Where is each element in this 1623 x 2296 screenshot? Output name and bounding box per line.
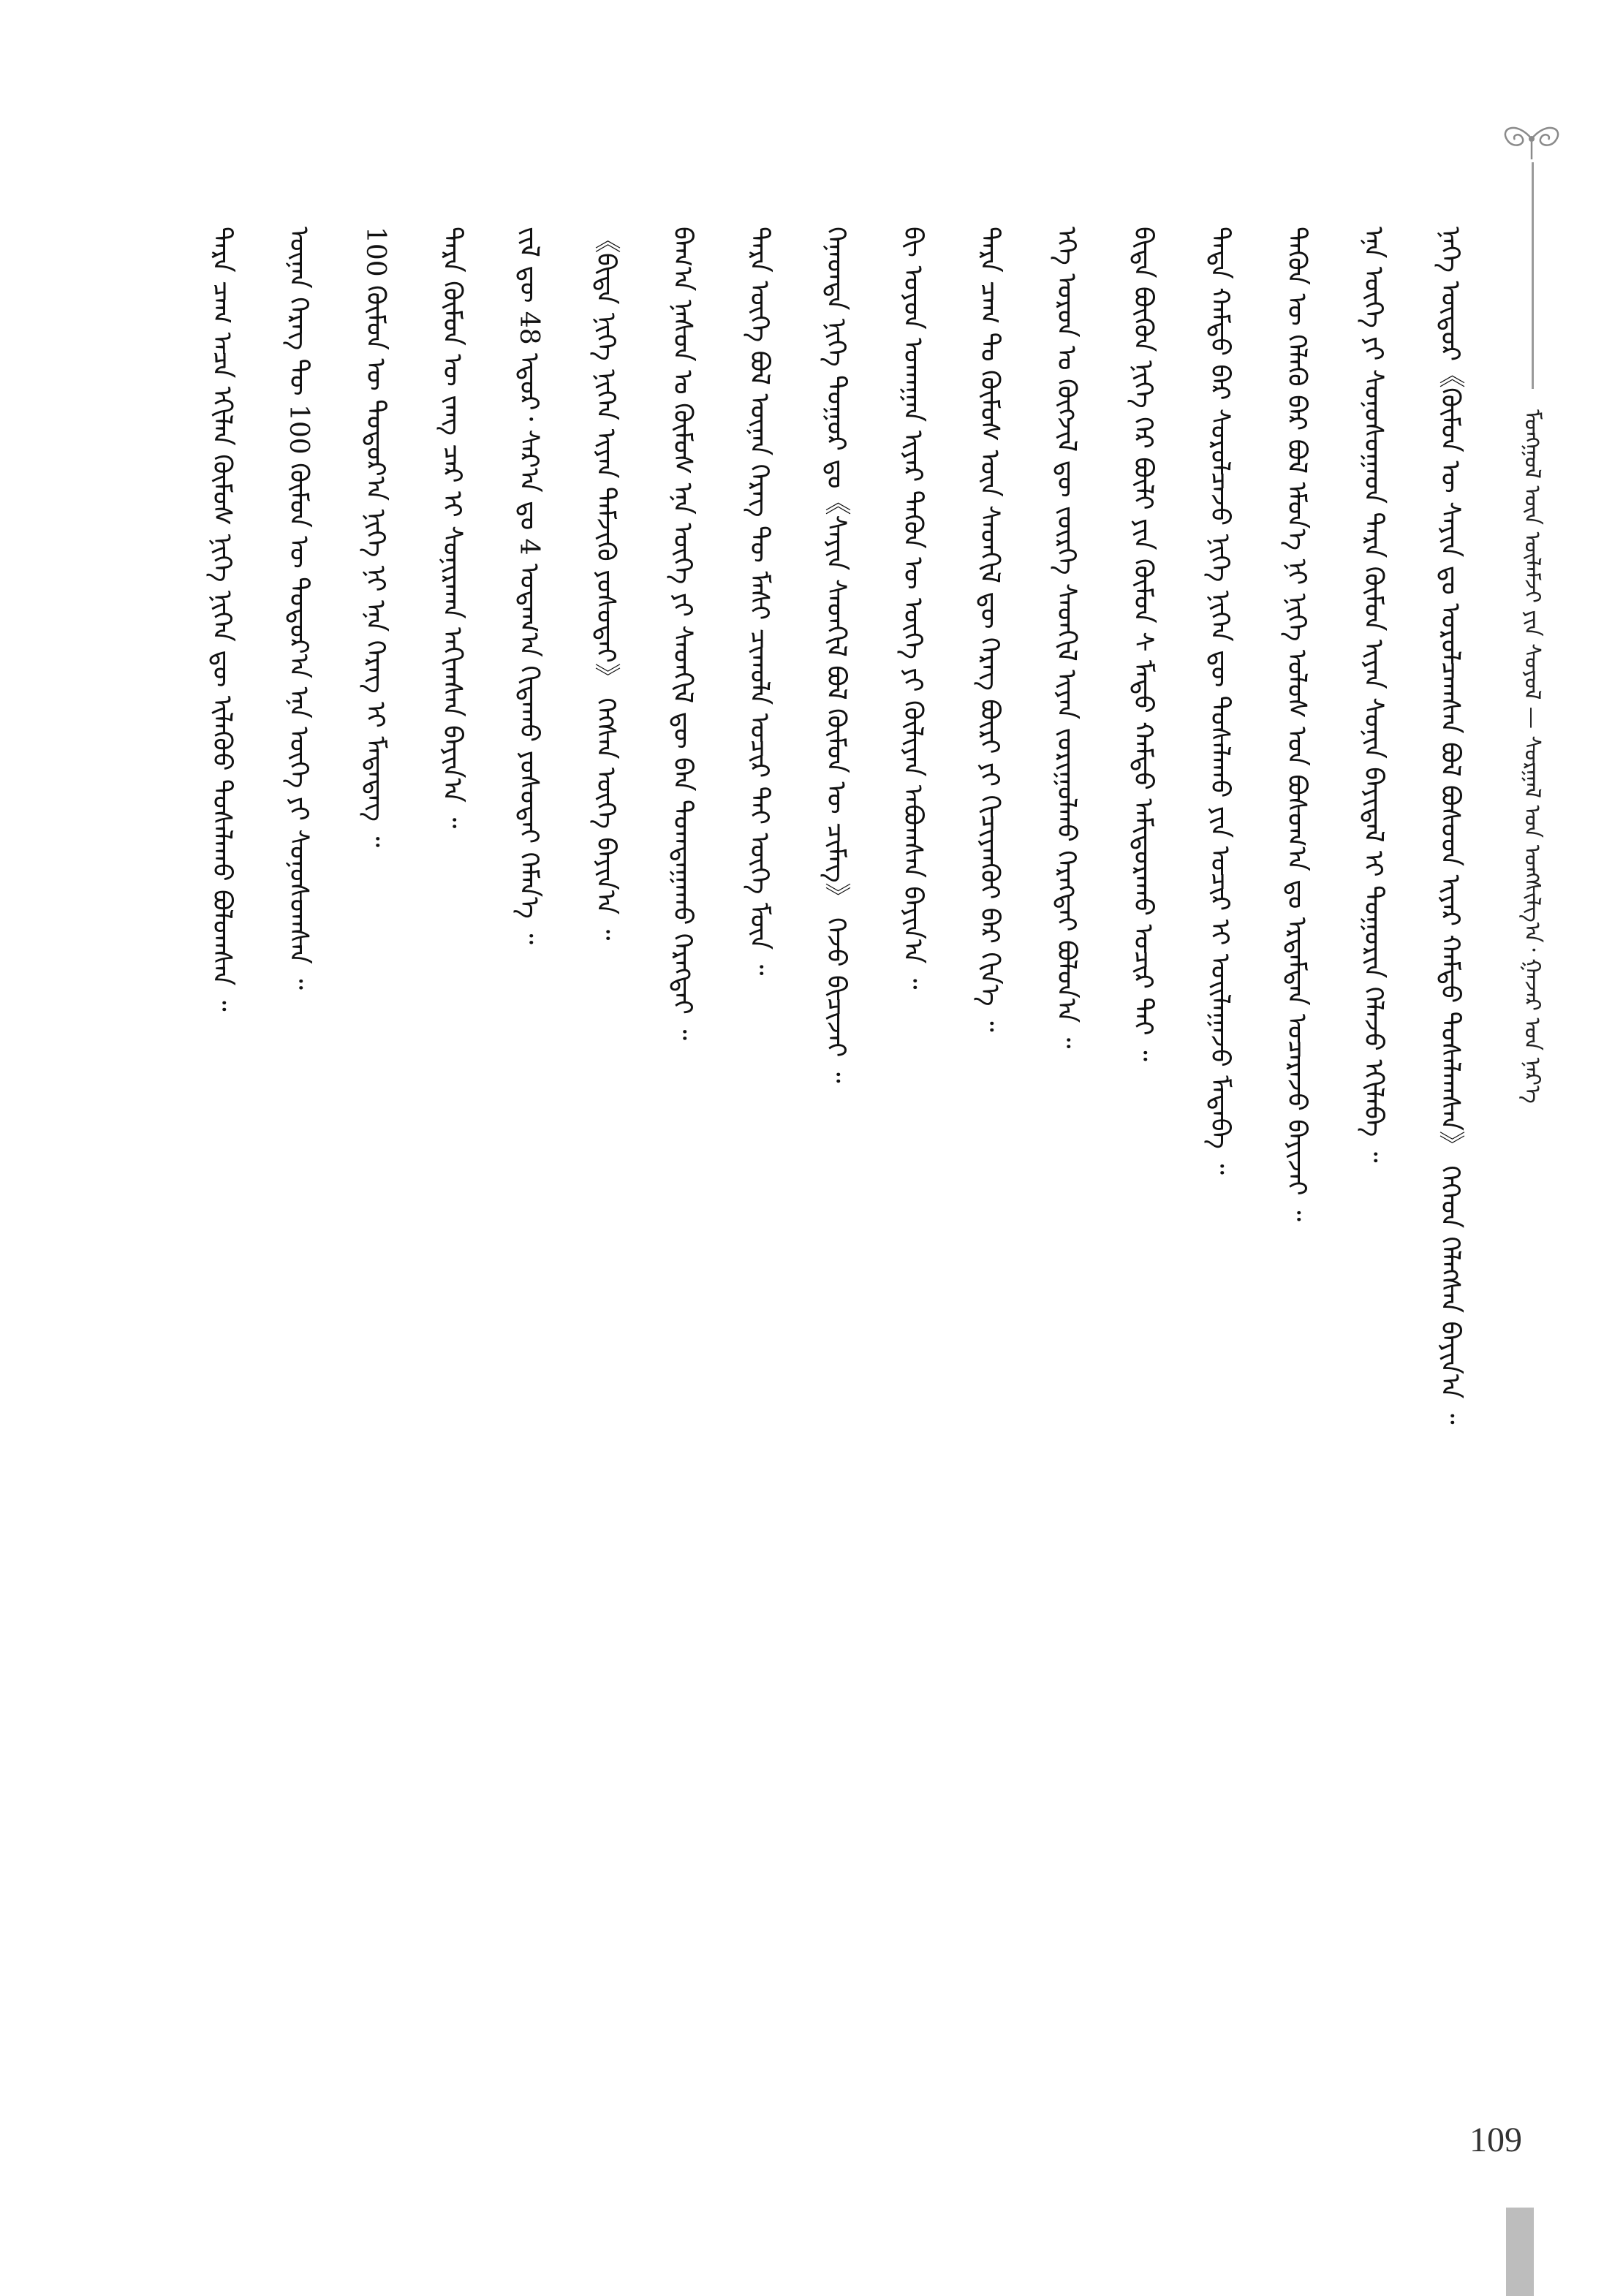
page-number: 109	[1469, 2121, 1522, 2159]
header-rule	[1532, 162, 1534, 389]
text-column: ᠵᠢᠯ ᠳᠦ 48 ᠡᠳᠦᠷ᠂ ᠰᠠᠷ᠎ᠠ ᠳᠤ 4 ᠤᠳᠠᠭ᠎ᠠ ᠬᠢᠳᠠᠬᠤ ᠶᠣᠰᠣᠲᠠᠢ ᠬᠡᠮᠡᠨ᠎ᠡ ᠃	[514, 227, 544, 944]
floral-ornament-icon	[1491, 117, 1572, 161]
text-column: 100 ᠬᠦᠮᠦᠨ ᠦ ᠳᠤᠳᠤᠷ᠎ᠠ ᠨᠢᠭᠡ ᠨᠢ ᠡᠨᠡ ᠬᠡᠷᠡᠭ ᠢ ᠮᠡᠳᠡᠳᠡᠭ ᠃	[360, 227, 390, 848]
main-text-block	[207, 227, 1477, 2010]
running-header: ᠮᠣᠩᠭᠣᠯ ᠦᠨ ᠦᠯᠡᠮᠵᠢ ᠶᠢᠨ ᠰᠣᠶᠣᠯ — ᠰᠤᠷᠭᠠᠯ ᠤᠨ ᠤᠩᠰᠢᠯᠭ᠎ᠠ᠂ ᠭᠠᠵᠠᠷ ᠤᠨ ᠨᠡᠷ᠎ᠡ	[1519, 409, 1545, 1104]
text-column: ᠲᠡᠷᠡ ᠦᠭᠡ ᠪᠣᠯ ᠦᠨᠡᠨ ᠬᠡᠷᠡᠭ ᠲᠦ ᠮᠠᠰᠢ ᠴᠢᠬᠤᠯᠠ ᠤᠴᠢᠷ ᠲᠠᠢ ᠦᠭᠡ ᠮᠥᠨ ᠃	[744, 227, 774, 976]
text-column: ᠲᠡᠭᠦᠨ ᠦ ᠬᠡᠯᠡᠬᠦ ᠪᠡᠷ ᠪᠣᠯ ᠡᠮᠦᠨ᠎ᠡ ᠨᠢ ᠨᠢᠭᠡ ᠤᠯᠤᠰ ᠤᠨ ᠪᠣᠰᠣᠭ᠎ᠠ ᠳᠤ ᠡᠷᠳᠡᠮᠳᠡᠨ ᠤᠴᠠᠷᠠᠵᠤ ᠪᠠᠶᠢᠵᠠᠢ ᠃	[1282, 227, 1312, 1221]
text-column: 《ᠪᠢᠳᠡ ᠨᠢᠭᠡ ᠨᠢᠭᠡᠨ ᠢᠶᠡᠨ ᠳᠡᠮᠵᠢᠬᠦ ᠶᠣᠰᠣᠲᠠᠢ》 ᠭᠡᠭᠰᠡᠨ ᠦᠭᠡ ᠪᠠᠶᠢᠨ᠎ᠠ ᠃	[591, 227, 621, 941]
text-column: ᠪᠢᠳᠡ ᠪᠦᠬᠦᠨ ᠨᠢᠭᠡ ᠭᠡᠷ ᠪᠦᠯᠢ ᠶᠢᠨ ᠬᠦᠮᠦᠨ ᠰ ᠮᠡᠲᠦ ᠬᠠᠮᠲᠤ ᠠᠮᠢᠳᠤᠷᠠᠬᠤ ᠤᠴᠢᠷ ᠲᠠᠢ ᠃	[1128, 227, 1158, 1061]
text-column: ᠡᠬᠡ ᠣᠷᠣᠨ ᠤ ᠬᠥᠭᠵᠢᠯ ᠳᠦ ᠵᠦᠷᠬᠡ ᠰᠡᠳᠬᠢᠯ ᠢᠶᠡᠨ ᠵᠣᠷᠢᠭᠤᠯᠬᠤ ᠬᠡᠷᠡᠭᠲᠡᠶ ᠪᠣᠯᠤᠨ᠎ᠠ ᠃	[1051, 227, 1081, 1049]
text-column: ᠲᠡᠷᠡ ᠬᠦᠮᠦᠨ ᠦ ᠵᠠᠩ ᠴᠠᠷ ᠢ ᠰᠣᠨᠢᠷᠬᠠᠨ ᠠᠬᠢᠭᠰᠠᠨ ᠪᠠᠶᠢᠨ᠎ᠠ ᠃	[437, 227, 467, 829]
text-column: ᠲᠡᠷᠡ ᠴᠠᠭ ᠠᠴᠠ ᠡᠬᠢᠯᠡᠨ ᠬᠦᠮᠦᠰ ᠨᠢᠭᠡ ᠨᠢᠭᠡᠨ ᠳᠦ ᠢᠯᠡᠭᠦᠦ ᠲᠤᠰᠠᠯᠠᠬᠤ ᠪᠣᠯᠤᠭᠰᠠᠨ ᠃	[207, 227, 237, 1012]
text-column: ᠦᠨᠡᠨ ᠬᠡᠷᠡᠭ ᠲᠦ 100 ᠬᠦᠮᠦᠨ ᠦ ᠳᠣᠲᠣᠷ᠎ᠠ ᠡᠨᠡ ᠦᠭᠡ ᠶᠢ ᠰᠣᠨᠣᠰᠤᠭᠰᠠᠨ ᠃	[284, 227, 314, 990]
text-column: ᠪᠠᠭ᠎ᠠ ᠨᠠᠰᠤᠨ ᠤ ᠬᠦᠮᠦᠰ ᠡᠨᠡ ᠦᠭᠡ ᠶᠢ ᠰᠡᠳᠬᠢᠯ ᠳᠦ ᠪᠠᠨ ᠲᠣᠭᠲᠠᠭᠠᠬᠤ ᠬᠡᠷᠡᠭᠲᠡᠢ ᠃	[667, 227, 697, 1041]
text-column: ᠨᠡᠭᠡ ᠦᠳᠦᠷ《ᠬᠦᠮᠦᠨ ᠦ ᠰᠠᠶᠢᠨ ᠳᠤ ᠤᠷᠤᠯᠴᠠᠭᠰᠠᠨ ᠪᠣᠯ ᠪᠤᠰᠤᠳ ᠢᠶᠠᠷ ᠬᠠᠮᠳᠤ ᠲᠤᠰᠠᠯᠠᠭᠰᠠᠨ》 ᠭᠡᠭᠡᠳ ᠬᠡᠯᠡᠭᠰᠡᠨ ᠪᠠᠶᠢᠨ᠎ᠠ ᠃	[1435, 227, 1465, 1425]
text-column: ᠭᠡᠨᠡᠳᠲᠡ ᠨᠢᠭᠡ ᠳᠤᠭᠤᠷ ᠳᠤ《ᠰᠠᠶᠢᠨ ᠰᠡᠳᠬᠢᠯ ᠪᠣᠯ ᠬᠦᠮᠦᠨ ᠦ ᠴᠢᠮᠡᠭ》 ᠭᠡᠵᠦ ᠪᠢᠴᠢᠵᠡᠢ ᠃	[821, 227, 851, 1083]
text-column: ᠲᠡᠷᠡ ᠴᠠᠭ ᠲᠤ ᠬᠦᠮᠦᠰ ᠦᠨ ᠰᠡᠳᠬᠢᠯ ᠳᠦ ᠬᠡᠷᠡᠭ ᠪᠦᠷᠢ ᠶᠢ ᠬᠢᠴᠢᠶᠡᠨᠭᠦᠢ ᠪᠡᠷ ᠬᠢᠨ᠎ᠡ ᠃	[975, 227, 1005, 1032]
text-column: ᠲᠡᠳᠡ ᠬᠠᠮᠲᠤ ᠪᠡᠷ ᠰᠤᠷᠤᠯᠴᠠᠵᠤ ᠨᠢᠭᠡ ᠨᠢᠭᠡᠨ ᠳᠦ ᠲᠤᠰᠠᠯᠠᠬᠤ ᠶᠢᠨ ᠤᠴᠢᠷ ᠢ ᠣᠢᠯᠠᠭᠠᠵᠤ ᠮᠡᠳᠡᠪᠡ ᠃	[1205, 227, 1235, 1175]
text-column: ᠡᠨᠡ ᠦᠭᠡ ᠶᠢ ᠰᠣᠨᠣᠰᠣᠭᠠᠳ ᠲᠡᠷᠡ ᠬᠦᠮᠦᠨ ᠢᠶᠡᠨ ᠰᠣᠨᠢᠨ ᠪᠠᠶᠢᠳᠠᠯ ᠢ ᠲᠣᠭᠣᠷᠢᠨ ᠬᠡᠯᠡᠵᠦ ᠡᠬᠢᠯᠡᠪᠡ ᠃	[1358, 227, 1388, 1163]
text-column: ᠪᠢ ᠤᠶᠤᠨ ᠤᠬᠠᠭᠠᠨ ᠢᠶᠠᠷ ᠲᠡᠭᠦᠨ ᠦ ᠦᠭᠡ ᠶᠢ ᠬᠦᠯᠢᠶᠡᠨ ᠠᠪᠤᠭᠰᠠᠨ ᠪᠠᠶᠢᠨ᠎ᠠ ᠃	[898, 227, 928, 990]
thumb-index-tab	[1506, 2208, 1534, 2296]
